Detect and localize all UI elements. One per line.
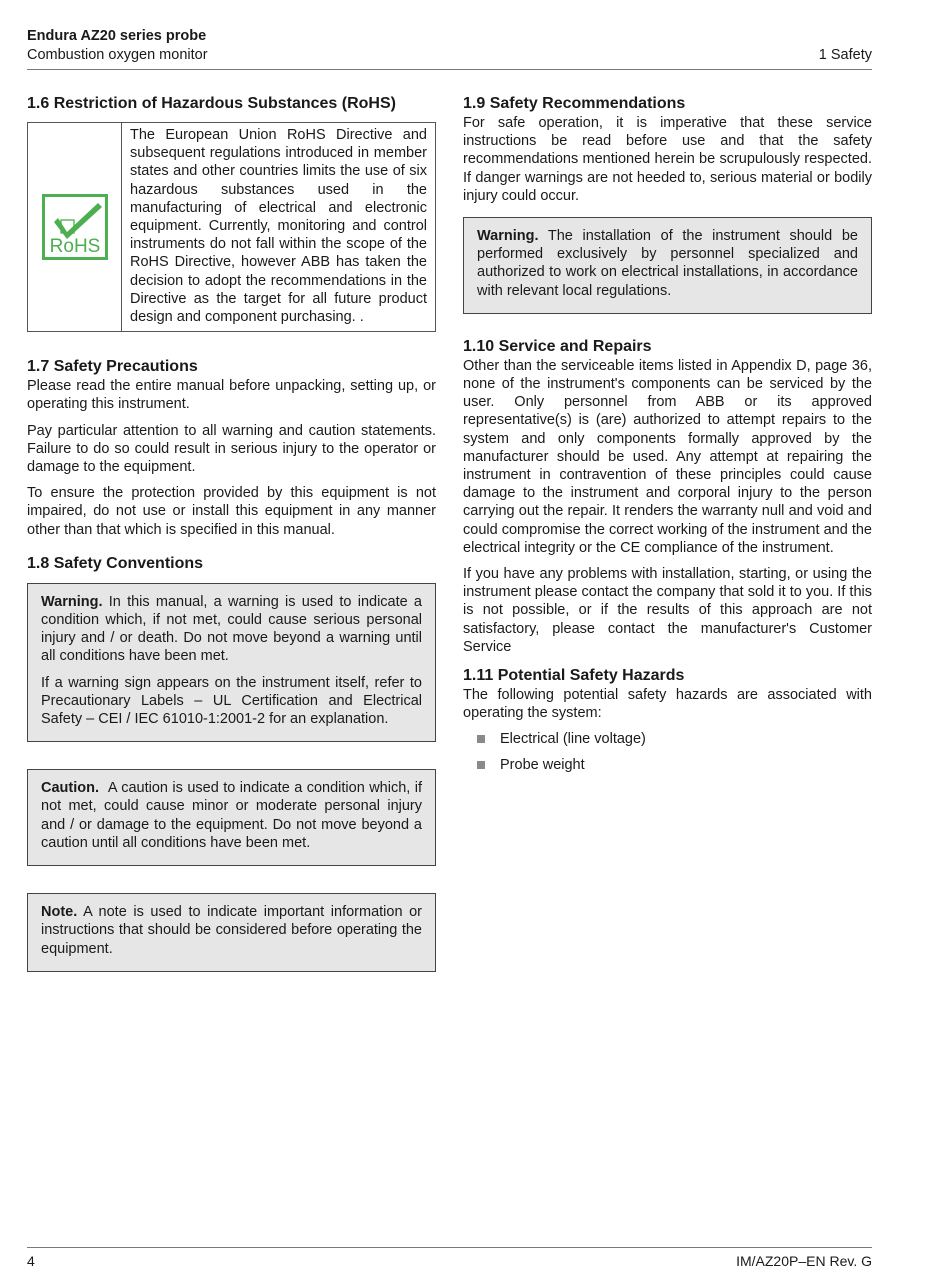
warning-notice-box <box>27 583 436 742</box>
warning-label: Warning. <box>41 593 103 610</box>
hazard-item-text: Electrical (line voltage) <box>500 731 646 748</box>
hazards-intro: The following potential safety hazards are associated with operating the system: <box>463 687 872 722</box>
rohs-logo-text: RoHS <box>49 236 100 258</box>
warning-text: In this manual, a warning is used to indicate a condition which, if not met, could cause serious personal injury and / or death. Do not move beyond a warning until all conditions have been met. <box>41 593 422 665</box>
right-column <box>463 94 872 782</box>
header-rule <box>27 69 872 70</box>
precautions-paragraph-3: To ensure the protection provided by this equipment is not impaired, do not use or install this equipment in any manner other than that which is specified in this manual. <box>27 485 436 538</box>
caution-text: A caution is used to indicate a condition which, if not met, could cause minor or moderate personal injury and / or damage to the equipment. Do not move beyond a caution until all conditions have been met. <box>41 780 423 851</box>
rohs-text-cell <box>122 123 435 331</box>
footer-rule <box>27 1247 872 1248</box>
note-notice-paragraph <box>41 903 422 958</box>
warning-notice-paragraph-2: If a warning sign appears on the instrument itself, refer to Precautionary Labels – UL Certification and Electrical Safety – CEI / IEC 61010-1:2001-2 for an explanation. <box>41 674 422 728</box>
footer-page-number: 4 <box>27 1253 35 1269</box>
hazard-list <box>463 730 872 774</box>
rohs-table <box>27 122 436 332</box>
header-subtitle: Combustion oxygen monitor <box>27 47 208 63</box>
recommendations-paragraph: For safe operation, it is imperative that these service instructions be read before use and that the safety recommendations mentioned herein be scrupulously respected. If danger warnings are not heeded to, serious material or bodily injury could occur. <box>463 115 872 204</box>
precautions-paragraph-1: Please read the entire manual before unpacking, setting up, or operating this instrument. <box>27 378 436 413</box>
installation-warning-text: The installation of the instrument should be performed exclusively by personnel specialized and authorized to work on electrical installations, in accordance with relevant local regulations. <box>477 228 858 299</box>
section-heading-hazards: 1.11 Potential Safety Hazards <box>463 667 685 685</box>
square-bullet-icon <box>477 761 485 769</box>
left-column <box>27 94 436 972</box>
rohs-paragraph: The European Union RoHS Directive and subsequent regulations introduced in member states and other countries limits the use of six hazardous substances used in the manufacturing of electrical and electronic equipment. Currently, monitoring and control instruments do not fall within the scope of the RoHS Directive, however ABB has taken the decision to adopt the recommendations in the Directive as the target for all future product design and component purchasing. . <box>130 127 427 326</box>
section-heading-precautions: 1.7 Safety Precautions <box>27 358 198 376</box>
rohs-logo-cell <box>28 123 122 331</box>
header-section-label: 1 Safety <box>818 47 872 63</box>
note-label: Note. <box>41 904 78 921</box>
caution-label: Caution. <box>41 780 99 797</box>
precautions-paragraph-2: Pay particular attention to all warning and caution statements. Failure to do so could result in serious injury to the operator or damage to the equipment. <box>27 422 436 476</box>
warning-notice-paragraph <box>41 593 422 666</box>
section-heading-recommendations: 1.9 Safety Recommendations <box>463 95 686 112</box>
hazard-item-text: Probe weight <box>500 757 585 774</box>
caution-notice-box <box>27 769 436 866</box>
hazard-list-item <box>463 730 872 748</box>
note-text: A note is used to indicate important information or instructions that should be considered before operating the equipment. <box>41 904 423 957</box>
installation-warning-box <box>463 217 872 314</box>
square-bullet-icon <box>477 735 485 743</box>
caution-notice-paragraph <box>41 779 422 852</box>
installation-warning-paragraph <box>477 227 858 300</box>
service-paragraph-1: Other than the serviceable items listed in Appendix D, page 36, none of the instrument's components can be serviced by the user. Only personnel from ABB or its approved representative(s) is (are) authorized to attempt repairs to the system and only components formally approved by the manufacturer should be used. Any attempt at repairing the instrument in contravention of these principles could cause damage to the instrument and corporal injury to the person carrying out the repair. It renders the warranty null and void and could compromise the correct working of the instrument and the electrical integrity or the CE compliance of the instrument. <box>463 357 872 556</box>
section-heading-conventions: 1.8 Safety Conventions <box>27 554 204 572</box>
service-paragraph-2: If you have any problems with installation, starting, or using the instrument please contact the company that sold it to you. If this is not possible, or if the results of this approach are not satisfactory, please contact the manufacturer's Customer Service <box>463 566 872 655</box>
note-notice-box <box>27 893 436 972</box>
hazard-list-item <box>463 756 872 774</box>
rohs-logo-icon <box>42 194 108 260</box>
section-heading-service: 1.10 Service and Repairs <box>463 337 652 355</box>
section-heading-rohs: 1.6 Restriction of Hazardous Substances (RoHS) <box>27 95 396 112</box>
installation-warning-label: Warning. <box>477 228 539 245</box>
footer-document-reference: IM/AZ20P–EN Rev. G <box>736 1253 872 1269</box>
header-product-title: Endura AZ20 series probe <box>27 28 207 44</box>
